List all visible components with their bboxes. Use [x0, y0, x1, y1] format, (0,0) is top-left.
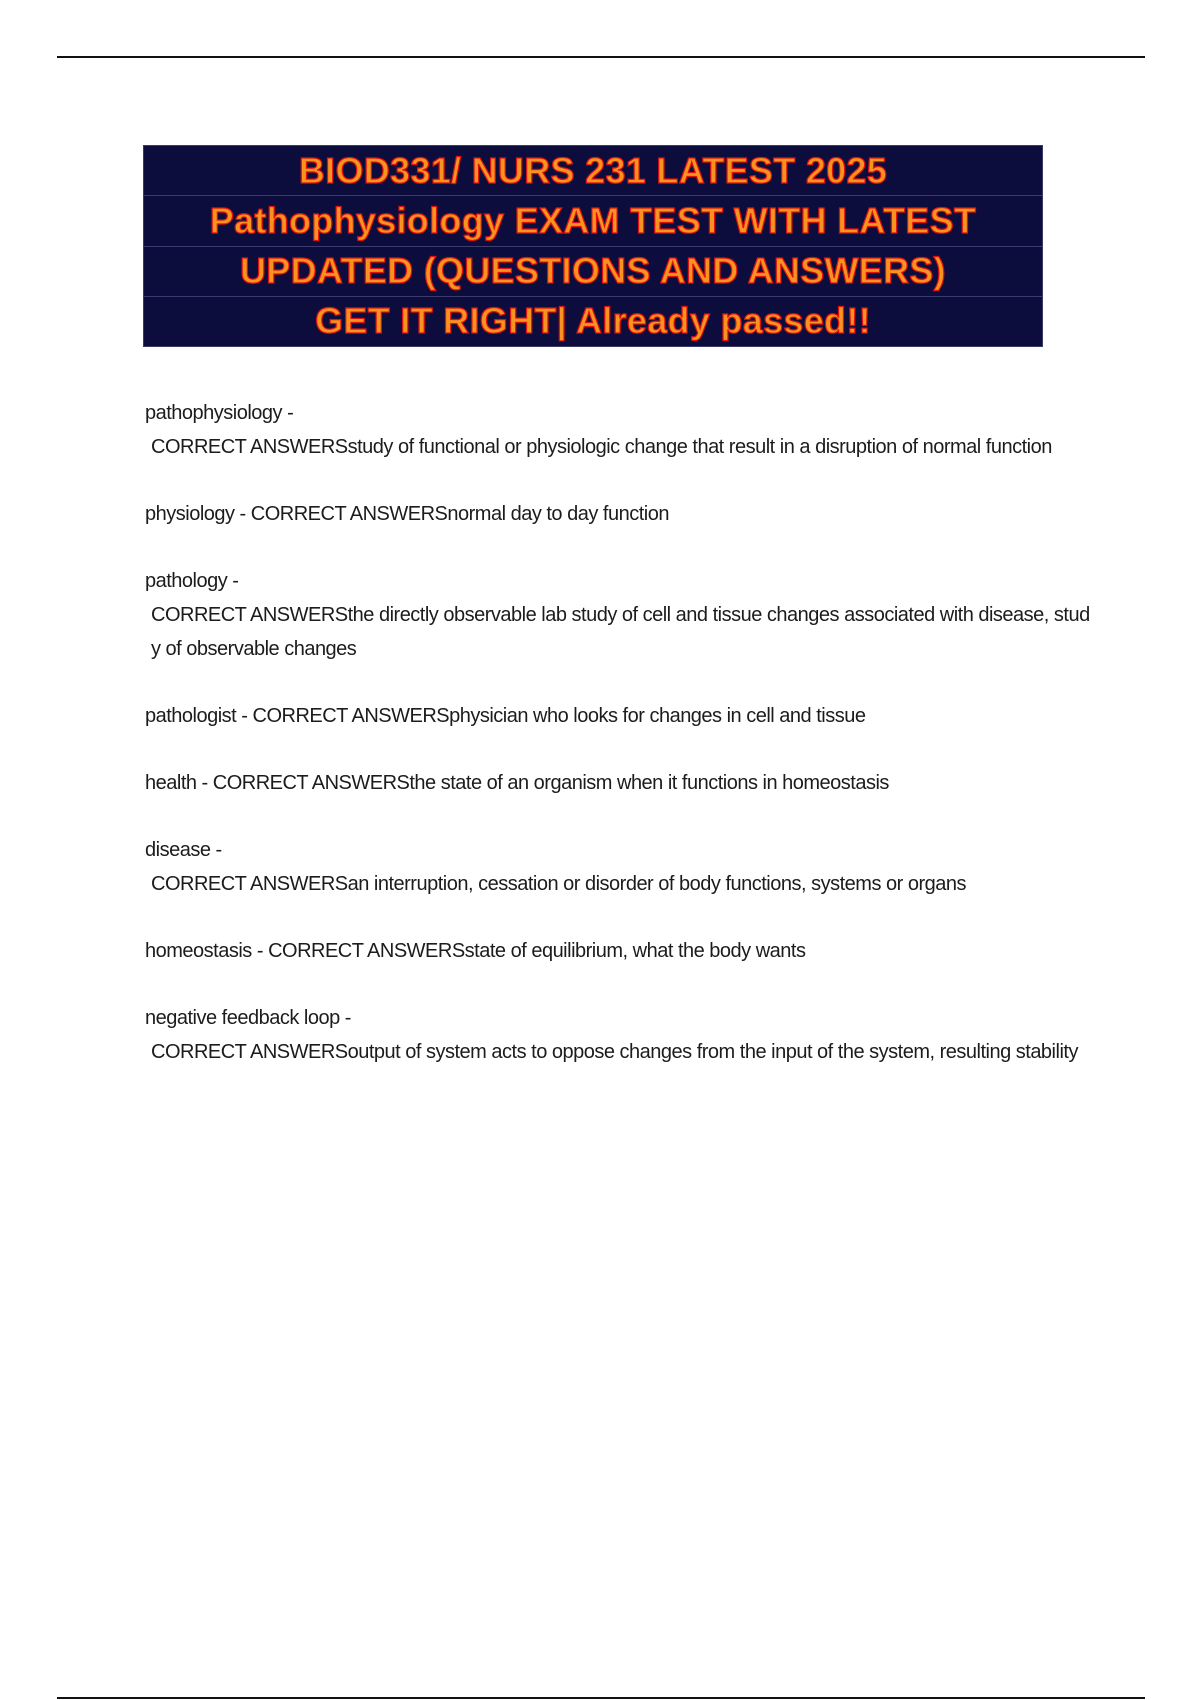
- qa-answer: CORRECT ANSWERSthe state of an organism when it functions in homeostasis: [212, 772, 889, 794]
- qa-answer: CORRECT ANSWERSnormal day to day function: [250, 503, 669, 525]
- qa-list: [145, 396, 1090, 1102]
- qa-term: health -: [145, 772, 213, 794]
- banner-line-4: GET IT RIGHT| Already passed!!: [315, 300, 871, 342]
- qa-item-negative-feedback-loop: [145, 1001, 1090, 1069]
- qa-item-physiology: [145, 497, 1090, 531]
- qa-item-disease: [145, 833, 1090, 901]
- qa-item-health: [145, 766, 1090, 800]
- qa-answer: CORRECT ANSWERSoutput of system acts to oppose changes from the input of the system, resulting stability: [151, 1041, 1078, 1063]
- qa-term: pathophysiology -: [145, 402, 294, 424]
- qa-answer: CORRECT ANSWERSthe directly observable lab study of cell and tissue changes associated with disease, study of observable changes: [151, 604, 1090, 660]
- qa-term: negative feedback loop -: [145, 1007, 351, 1029]
- footer-rule: [57, 1697, 1145, 1699]
- banner-line-3: UPDATED (QUESTIONS AND ANSWERS): [144, 247, 1042, 297]
- qa-term: pathology -: [145, 570, 239, 592]
- qa-answer: CORRECT ANSWERSstudy of functional or physiologic change that result in a disruption of normal function: [151, 436, 1052, 458]
- header-rule: [57, 56, 1145, 58]
- qa-term: disease -: [145, 839, 222, 861]
- qa-item-homeostasis: [145, 934, 1090, 968]
- banner-line-2: Pathophysiology EXAM TEST WITH LATEST: [144, 196, 1042, 246]
- banner-line-1: BIOD331/ NURS 231 LATEST 2025: [144, 146, 1042, 196]
- qa-term: pathologist -: [145, 705, 253, 727]
- qa-term: physiology -: [145, 503, 251, 525]
- qa-item-pathologist: [145, 699, 1090, 733]
- qa-item-pathology: [145, 564, 1090, 666]
- qa-answer: CORRECT ANSWERSstate of equilibrium, what the body wants: [268, 940, 806, 962]
- title-banner: [143, 145, 1043, 347]
- qa-answer: CORRECT ANSWERSphysician who looks for changes in cell and tissue: [252, 705, 866, 727]
- qa-answer: CORRECT ANSWERSan interruption, cessation or disorder of body functions, systems or organs: [151, 873, 966, 895]
- qa-item-pathophysiology: [145, 396, 1090, 464]
- qa-term: homeostasis -: [145, 940, 269, 962]
